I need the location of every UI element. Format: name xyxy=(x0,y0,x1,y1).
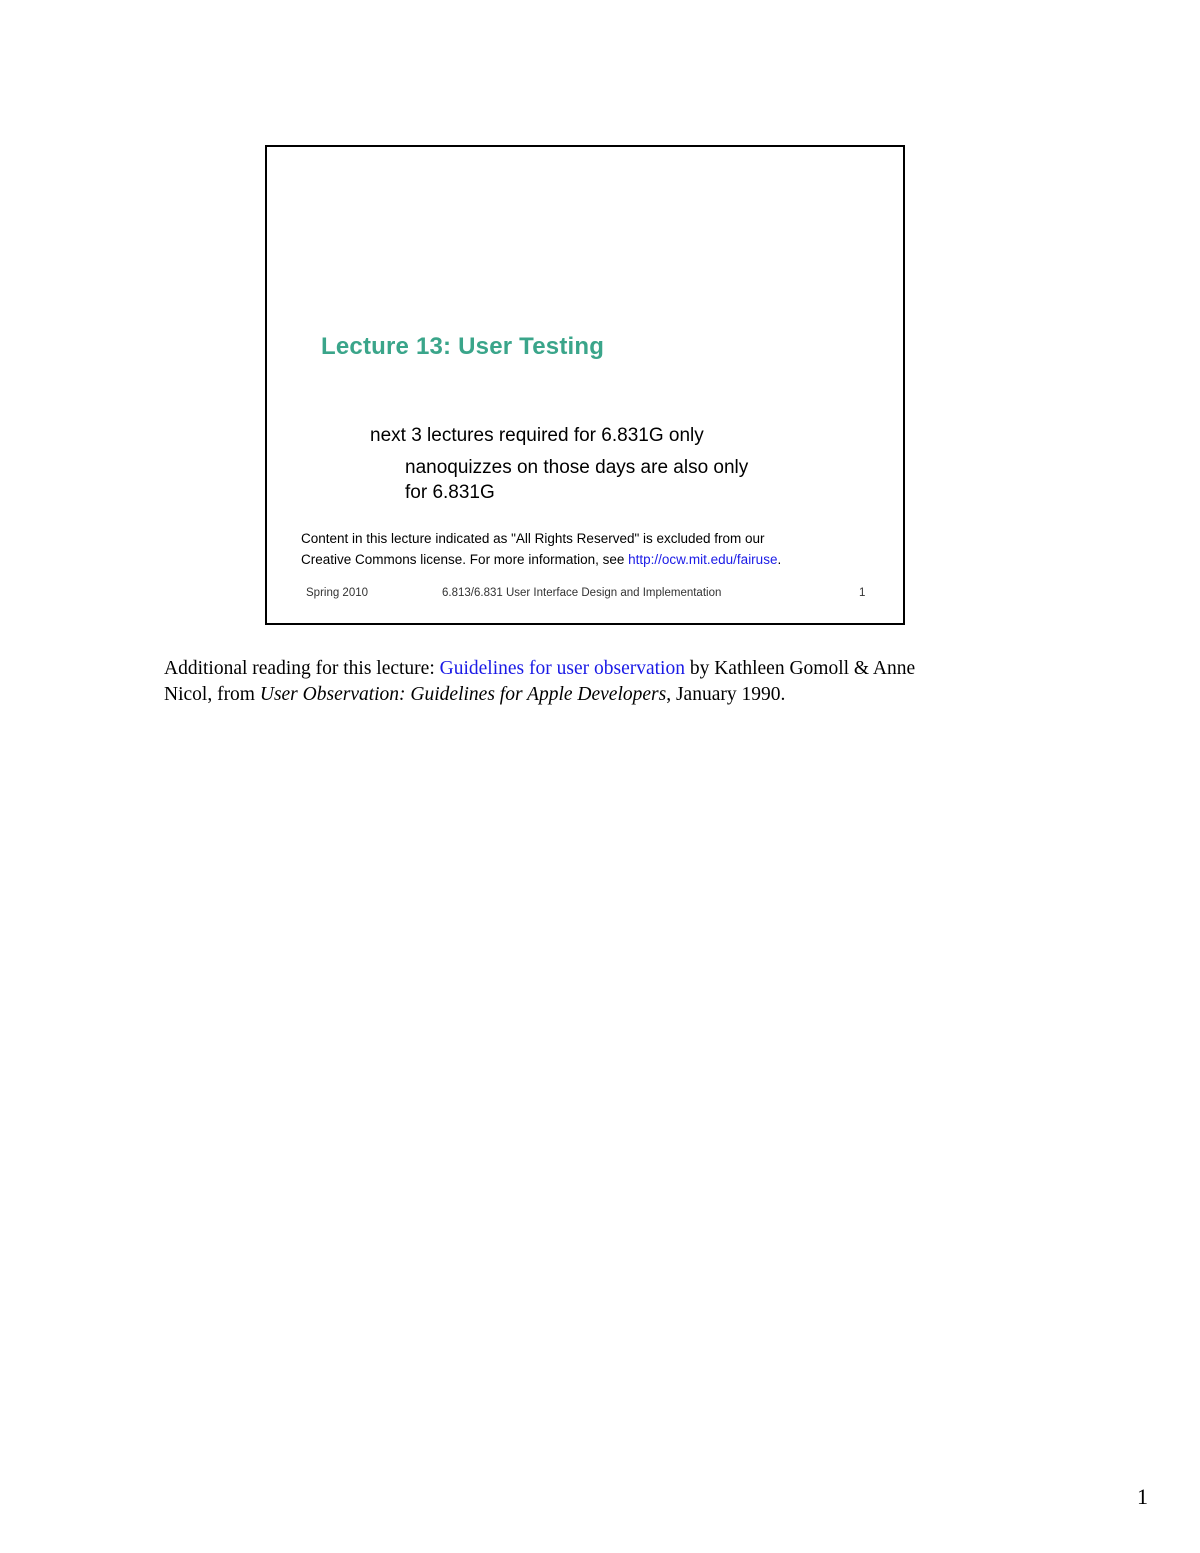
additional-reading-paragraph xyxy=(164,656,1044,708)
notice-line-2 xyxy=(301,549,891,570)
notice-line-2-end: . xyxy=(777,552,782,567)
page-number: 1 xyxy=(1137,1484,1148,1509)
reading-line-1 xyxy=(164,656,1044,682)
reading-prefix: Additional reading for this lecture: xyxy=(164,658,440,679)
slide-bullet-1: next 3 lectures required for 6.831G only xyxy=(370,425,704,446)
reading-line-2 xyxy=(164,682,1044,708)
slide-bullet-2-line-2: for 6.831G xyxy=(405,482,495,503)
slide-footer-number: 1 xyxy=(859,587,866,599)
reading-line-2-end: , January 1990. xyxy=(666,684,786,705)
slide-bullet-2-line-1: nanoquizzes on those days are also only xyxy=(405,457,749,478)
slide-frame xyxy=(265,145,905,625)
slide-footer-term: Spring 2010 xyxy=(306,587,369,599)
fairuse-link[interactable]: http://ocw.mit.edu/fairuse xyxy=(628,552,778,567)
slide-bullet-2 xyxy=(405,455,825,505)
reading-line-2-start: Nicol, from xyxy=(164,684,260,705)
book-title: User Observation: Guidelines for Apple Developers xyxy=(259,684,667,705)
slide-title: Lecture 13: User Testing xyxy=(321,333,605,360)
slide-footer-course: 6.813/6.831 User Interface Design and Implementation xyxy=(442,587,722,599)
notice-line-1: Content in this lecture indicated as "All Rights Reserved" is excluded from our xyxy=(301,531,765,546)
guidelines-link[interactable]: Guidelines for user observation xyxy=(439,658,685,679)
copyright-notice xyxy=(301,528,891,570)
notice-line-2-text: Creative Commons license. For more information, see xyxy=(301,552,629,567)
reading-after-link: by Kathleen Gomoll & Anne xyxy=(684,658,916,679)
